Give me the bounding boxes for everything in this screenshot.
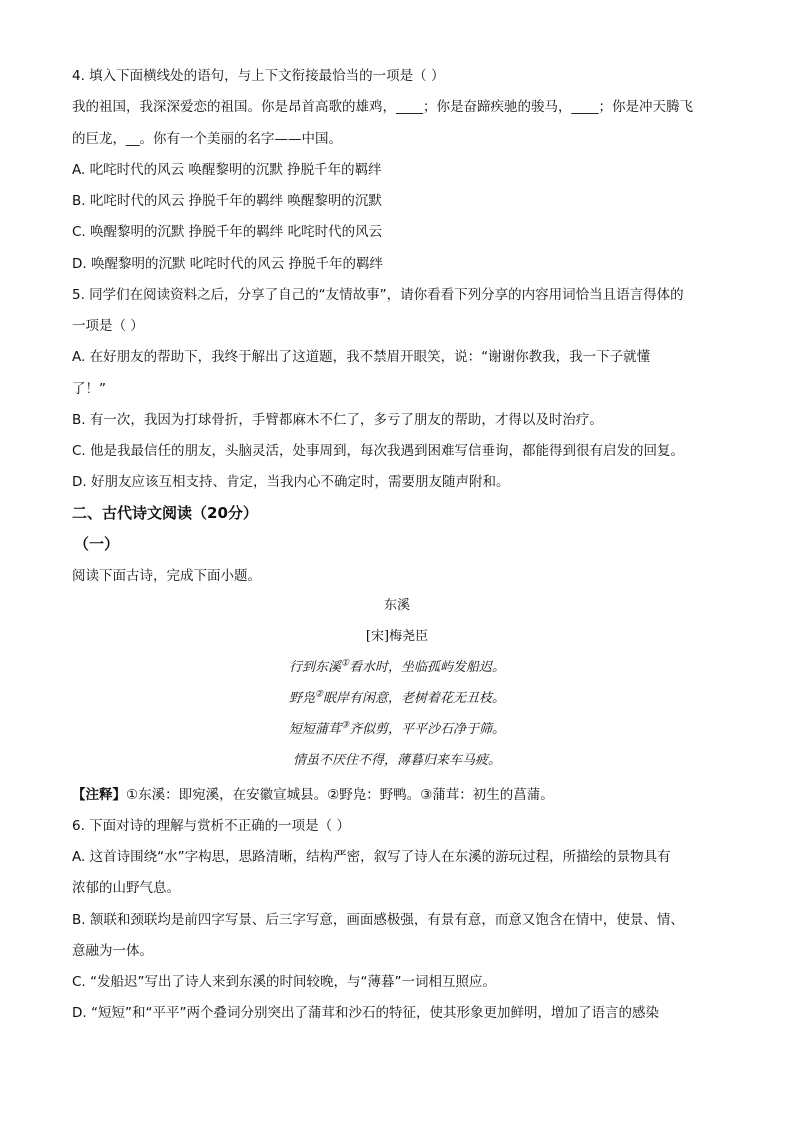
q5-stem-line1: 5. 同学们在阅读资料之后，分享了自己的“友情故事”，请你看看下列分享的内容用词恰当且语言得体的 [72,287,684,303]
poem-notes [72,785,554,805]
q6-option-a-line2: 浓郁的山野气息。 [72,880,180,896]
q4-option-c: C. 唤醒黎明的沉默 挣脱千年的羁绊 叱咤时代的风云 [72,224,383,240]
q4-stem: 4. 填入下面横线处的语句，与上下文衔接最恰当的一项是（ ） [72,68,445,84]
note-mark-3: ③ [340,720,350,731]
q4-passage-line2: 的巨龙，__。你有一个美丽的名字——中国。 [72,131,342,147]
q6-option-a-line1: A. 这首诗围绕“水”字构思，思路清晰，结构严密，叙写了诗人在东溪的游玩过程，所描绘的景物具有 [72,849,671,865]
section-heading: 二、古代诗文阅读（20分） [72,504,258,522]
poem-author: [宋]梅尧臣 [365,629,429,644]
note-mark-1: ① [340,658,350,669]
q5-option-c: C. 他是我最信任的朋友，头脑灵活，处事周到，每次我遇到困难写信垂询，都能得到很有启发的回复。 [72,443,685,459]
q6-option-d: D. “短短”和“平平”两个叠词分别突出了蒲茸和沙石的特征，使其形象更加鲜明，增加了语言的感染 [72,1005,659,1021]
notes-text: ①东溪：即宛溪，在安徽宣城县。②野凫：野鸭。③蒲茸：初生的菖蒲。 [126,787,554,803]
q5-option-a-line2: 了！” [72,381,106,397]
q6-option-b-line2: 意融为一体。 [72,943,153,959]
section-subheading: （一） [74,535,120,553]
q4-passage-line1: 我的祖国，我深深爱恋的祖国。你是昂首高歌的雄鸡，____；你是奋蹄疾驰的骏马，____；你是冲天腾飞 [72,99,693,115]
q6-stem: 6. 下面对诗的理解与赏析不正确的一项是（ ） [72,818,350,834]
q5-option-d: D. 好朋友应该互相支持、肯定，当我内心不确定时，需要朋友随声附和。 [72,474,510,490]
poem-title: 东溪 [383,598,410,613]
reading-instruction: 阅读下面古诗，完成下面小题。 [72,568,261,584]
poem-line-1: 行到东溪①看水时，坐临孤屿发船迟。 [288,658,506,675]
q5-stem-line2: 一项是（ ） [72,318,144,334]
q5-option-a-line1: A. 在好朋友的帮助下，我终于解出了这道题，我不禁眉开眼笑，说：“谢谢你教我，我一下子就懂 [72,349,651,365]
q4-option-d: D. 唤醒黎明的沉默 叱咤时代的风云 挣脱千年的羁绊 [72,256,384,272]
note-mark-2: ② [314,689,324,700]
q4-option-b: B. 叱咤时代的风云 挣脱千年的羁绊 唤醒黎明的沉默 [72,193,382,209]
notes-label: 【注释】 [72,787,126,803]
q6-option-b-line1: B. 颔联和颈联均是前四字写景、后三字写意，画面感极强，有景有意，而意又饱含在情中，使景、情、 [72,912,684,928]
poem-line-2: 野凫②眠岸有闲意，老树着花无丑枝。 [288,689,506,706]
q4-option-a: A. 叱咤时代的风云 唤醒黎明的沉默 挣脱千年的羁绊 [72,162,382,178]
poem-line-4: 情虽不厌住不得，薄暮归来车马疲。 [292,753,501,768]
q5-option-b: B. 有一次，我因为打球骨折，手臂都麻木不仁了，多亏了朋友的帮助，才得以及时治疗。 [72,412,603,428]
q6-option-c: C. “发船迟”写出了诗人来到东溪的时间较晚，与“薄暮”一词相互照应。 [72,974,496,990]
poem-line-3: 短短蒲茸③齐似剪，平平沙石净于筛。 [288,720,506,737]
